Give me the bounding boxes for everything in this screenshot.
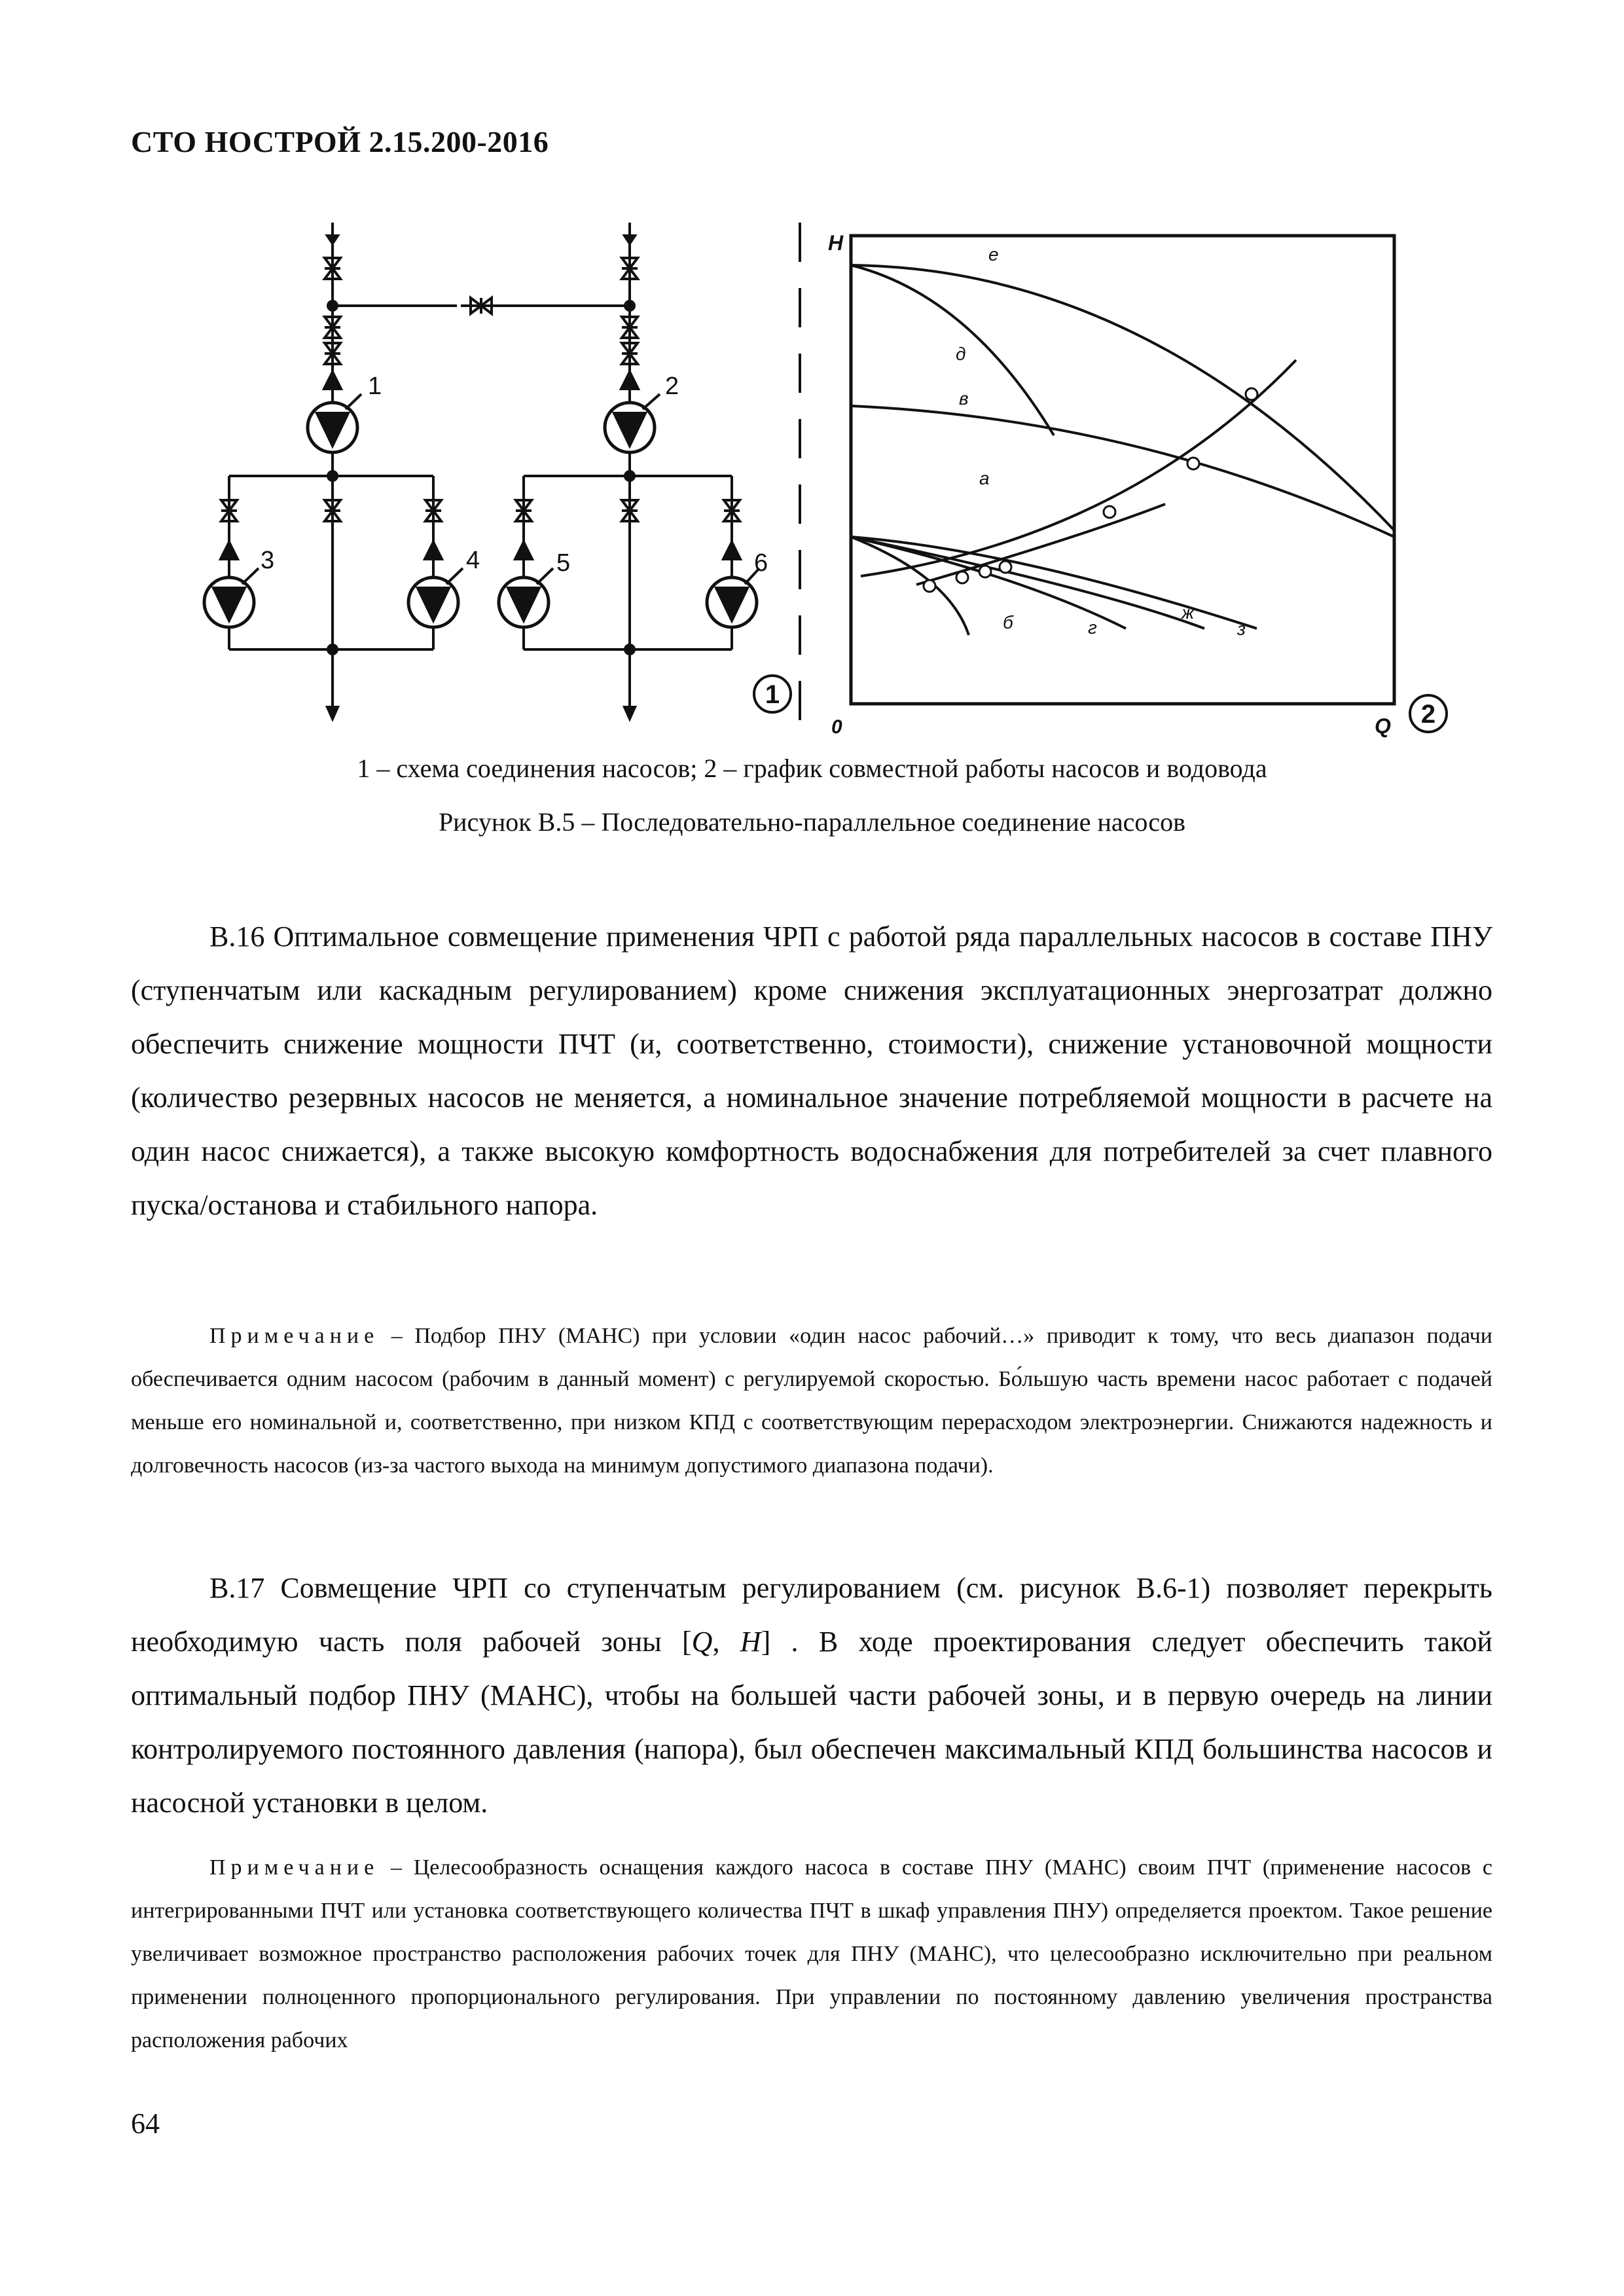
pump-6 [707,577,757,627]
pump-5 [499,577,549,627]
paragraph-b17-comma: , [712,1626,740,1658]
curve-g [851,537,1126,629]
pump-number-3: 3 [261,547,275,574]
paragraph-b17-start: В.17 Совмещение ЧРП со ступенчатым регулированием (см. рисунок В.6-1) позволяет перекрыть необходимую часть поля рабочей зоны [ [131,1572,1492,1658]
pump-number-5: 5 [556,549,571,577]
pump-1 [308,403,357,452]
paragraph-b16: В.16 Оптимальное совмещение применения ЧРП с работой ряда параллельных насосов в составе ПНУ (ступенчатым или каскадным регулированием) кроме снижения эксплуатационных энергозатрат должно обеспечить снижение мощности ПЧТ (и, соответственно, стоимости), снижение установочной мощности (количество резервных насосов не меняется, а номинальное значение потребляемой мощности в расчете на один насос снижается), а также высокую комфортность водоснабжения для потребителей за счет плавного пуска/останова и стабильного напора. [131,920,1492,1221]
pump-number-6: 6 [754,549,768,577]
pump-number-2: 2 [665,373,679,400]
symbol-h: H [740,1626,761,1658]
figure-legend: 1 – схема соединения насосов; 2 – график совместной работы насосов и водовода [357,754,1267,783]
curve-label-e: е [988,244,999,264]
paragraph-b17-end: ] . В ходе проектирования следует обеспечить такой оптимальный подбор ПНУ (МАНС), чтобы на большей части рабочей зоны, и в первую очередь на линии контролируемого постоянного давления (напора), был обеспечен максимальный КПД большинства насосов и насосной установки в целом. [131,1626,1493,1819]
document-header: СТО НОСТРОЙ 2.15.200-2016 [131,125,549,158]
note-1-text: – Подбор ПНУ (МАНС) при условии «один насос рабочий…» приводит к тому, что весь диапазон подачи обеспечивается одним насосом (рабочим в данный момент) с регулируемой скоростью. Бо́льшую часть времени насос работает с подачей меньше его номинальной и, соответственно, при низком КПД с соответствующим перерасходом электроэнергии. Снижаются надежность и долговечность насосов (из-за частого выхода на минимум допустимого диапазона подачи). [131,1324,1493,1478]
operating-point [979,566,991,577]
pump-4 [408,577,458,627]
paragraph-b17 [131,1561,1492,1830]
operating-point [1187,458,1199,469]
curve-label-z: з [1237,619,1246,639]
figure-svg [196,210,1492,746]
pump-number-1: 1 [368,373,382,400]
curve-label-zh: ж [1182,602,1195,623]
curve-label-d: д [956,344,966,364]
panel-marker-1-label: 1 [765,680,780,709]
curve-label-a: а [979,468,990,488]
figure-caption: Рисунок В.5 – Последовательно-параллельное соединение насосов [438,807,1186,837]
curve-label-v: в [959,388,969,409]
figure-b5 [196,210,1492,746]
pump-number-4: 4 [466,547,480,574]
note-1 [131,1315,1492,1487]
page-number: 64 [131,2107,160,2140]
symbol-q: Q [691,1626,713,1658]
note-2-label: Примечание [209,1855,380,1880]
note-1-label: Примечание [209,1324,380,1348]
curve-label-b: б [1003,612,1013,632]
curve-v [851,406,1394,537]
pump-connection-scheme [204,223,759,719]
axis-x-label: Q [1375,714,1391,738]
curve-pipeline [916,504,1165,585]
operating-point [1104,506,1115,518]
operating-point [924,580,935,592]
curve-a [861,360,1296,576]
note-2-text: – Целесообразность оснащения каждого насоса в составе ПНУ (МАНС) своим ПЧТ (применение насосов с интегрированными ПЧТ или установка соответствующего количества ПЧТ в шкаф управления ПНУ) определяется проектом. Такое решение увеличивает возможное пространство расположения рабочих точек для ПНУ (МАНС), что целесообразно исключительно при реальном применении полноценного пропорционального регулирования. При управлении по постоянному давлению увеличения пространства расположения рабочих [131,1855,1492,2052]
pump-3 [204,577,254,627]
curve-label-g: г [1088,617,1097,638]
origin-label: 0 [831,716,842,738]
axis-y-label: H [828,231,844,255]
operating-point [1246,388,1257,400]
pump-performance-chart [828,231,1447,738]
note-2 [131,1846,1492,2062]
operating-point [956,572,968,583]
panel-marker-2-label: 2 [1420,700,1436,729]
operating-point [1000,561,1011,573]
pump-2 [605,403,655,452]
chart-frame [851,236,1394,704]
